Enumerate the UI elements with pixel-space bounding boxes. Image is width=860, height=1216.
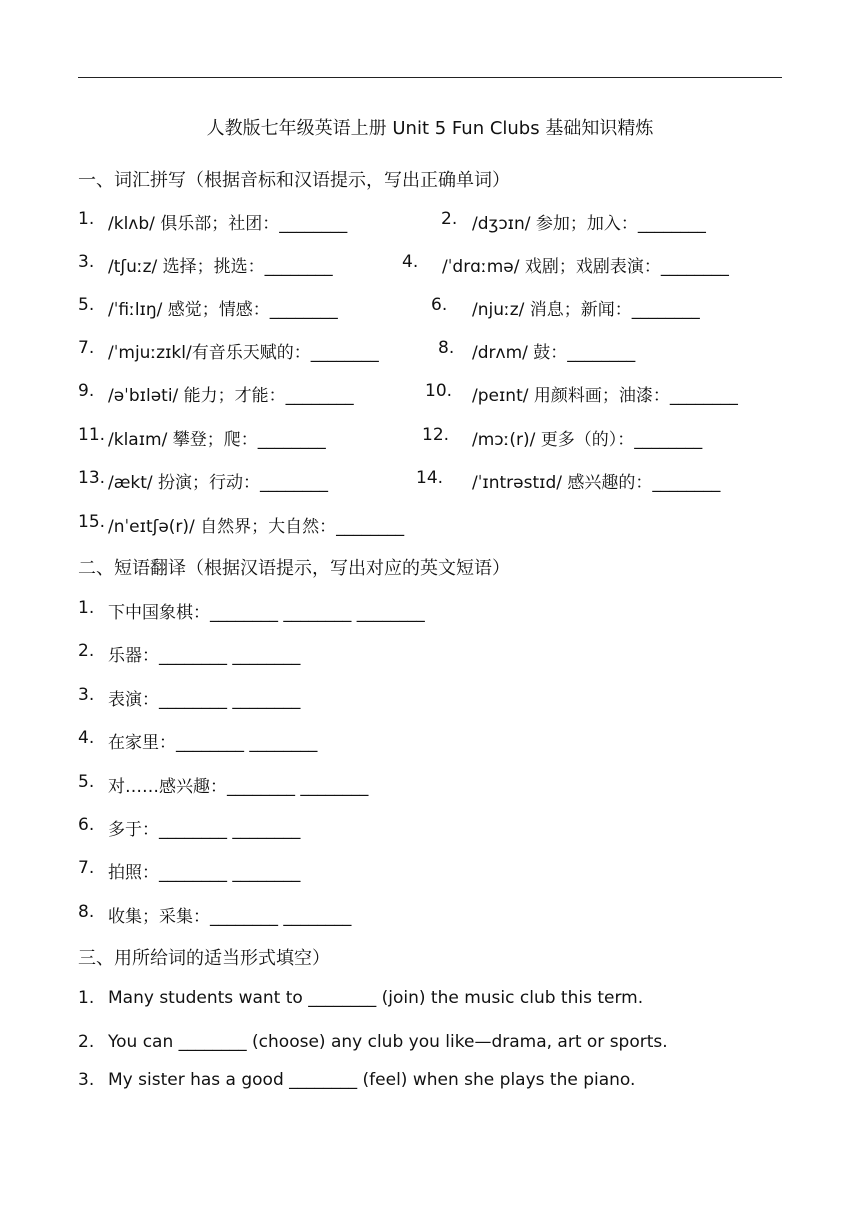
vocab-row-1 bbox=[0, 209, 860, 233]
vocab-item: /klaɪm/ 攀登；爬：________ bbox=[108, 430, 326, 450]
phrase-row-3 bbox=[0, 685, 860, 709]
item-number: 5. bbox=[78, 772, 95, 792]
section1-heading: 一、词汇拼写（根据音标和汉语提示，写出正确单词） bbox=[78, 170, 510, 191]
item-number: 3. bbox=[78, 1070, 95, 1090]
item-number: 8. bbox=[438, 338, 455, 358]
item-number: 1. bbox=[78, 988, 95, 1008]
item-number: 2. bbox=[441, 209, 458, 229]
phrase-item: 下中国象棋：________ ________ ________ bbox=[108, 603, 425, 623]
vocab-row-7 bbox=[0, 468, 860, 492]
vocab-item: /drʌm/ 鼓：________ bbox=[472, 343, 636, 363]
phrase-item: 对……感兴趣：________ ________ bbox=[108, 777, 369, 797]
vocab-row-2 bbox=[0, 252, 860, 276]
item-number: 1. bbox=[78, 598, 95, 618]
fill-row-3 bbox=[0, 1070, 860, 1094]
phrase-row-7 bbox=[0, 858, 860, 882]
vocab-row-8 bbox=[0, 512, 860, 536]
item-number: 10. bbox=[425, 381, 453, 401]
item-number: 1. bbox=[78, 209, 95, 229]
item-number: 6. bbox=[78, 815, 95, 835]
item-number: 14. bbox=[416, 468, 444, 488]
fill-sentence: My sister has a good ________ (feel) when she plays the piano. bbox=[108, 1070, 636, 1090]
item-number: 6. bbox=[431, 295, 448, 315]
item-number: 2. bbox=[78, 1032, 95, 1052]
phrase-item: 乐器：________ ________ bbox=[108, 646, 301, 666]
item-number: 15. bbox=[78, 512, 106, 532]
vocab-item: /dʒɔɪn/ 参加；加入：________ bbox=[472, 214, 706, 234]
vocab-row-5 bbox=[0, 381, 860, 405]
vocab-row-4 bbox=[0, 338, 860, 362]
vocab-item: /tʃuːz/ 选择；挑选：________ bbox=[108, 257, 333, 277]
phrase-item: 表演：________ ________ bbox=[108, 690, 301, 710]
vocab-row-6 bbox=[0, 425, 860, 449]
vocab-item: /ækt/ 扮演；行动：________ bbox=[108, 473, 329, 493]
vocab-item: /nˈeɪtʃə(r)/ 自然界；大自然：________ bbox=[108, 517, 405, 537]
vocab-item: /njuːz/ 消息；新闻：________ bbox=[472, 300, 700, 320]
vocab-item: /ˈdrɑːmə/ 戏剧；戏剧表演：________ bbox=[442, 257, 729, 277]
item-number: 7. bbox=[78, 858, 95, 878]
phrase-row-8 bbox=[0, 902, 860, 926]
vocab-item: /əˈbɪləti/ 能力；才能：________ bbox=[108, 386, 354, 406]
vocab-row-3 bbox=[0, 295, 860, 319]
item-number: 11. bbox=[78, 425, 106, 445]
header-rule bbox=[78, 77, 782, 78]
vocab-item: /mɔː(r)/ 更多（的）：________ bbox=[472, 430, 703, 450]
item-number: 12. bbox=[422, 425, 450, 445]
phrase-row-5 bbox=[0, 772, 860, 796]
item-number: 3. bbox=[78, 252, 95, 272]
item-number: 8. bbox=[78, 902, 95, 922]
page-title: 人教版七年级英语上册 Unit 5 Fun Clubs 基础知识精炼 bbox=[206, 118, 654, 139]
item-number: 7. bbox=[78, 338, 95, 358]
phrase-row-1 bbox=[0, 598, 860, 622]
phrase-item: 在家里：________ ________ bbox=[108, 733, 318, 753]
vocab-item: /peɪnt/ 用颜料画；油漆：________ bbox=[472, 386, 738, 406]
fill-row-1 bbox=[0, 988, 860, 1012]
phrase-row-4 bbox=[0, 728, 860, 752]
item-number: 9. bbox=[78, 381, 95, 401]
fill-sentence: Many students want to ________ (join) the music club this term. bbox=[108, 988, 644, 1008]
vocab-item: /ˈmjuːzɪkl/有音乐天赋的：________ bbox=[108, 343, 379, 363]
vocab-item: /ˈɪntrəstɪd/ 感兴趣的：________ bbox=[472, 473, 721, 493]
phrase-row-2 bbox=[0, 641, 860, 665]
phrase-row-6 bbox=[0, 815, 860, 839]
item-number: 4. bbox=[402, 252, 419, 272]
vocab-item: /ˈfiːlɪŋ/ 感觉；情感：________ bbox=[108, 300, 338, 320]
phrase-item: 拍照：________ ________ bbox=[108, 863, 301, 883]
item-number: 5. bbox=[78, 295, 95, 315]
item-number: 13. bbox=[78, 468, 106, 488]
item-number: 3. bbox=[78, 685, 95, 705]
vocab-item: /klʌb/ 俱乐部；社团：________ bbox=[108, 214, 348, 234]
item-number: 4. bbox=[78, 728, 95, 748]
item-number: 2. bbox=[78, 641, 95, 661]
fill-sentence: You can ________ (choose) any club you like—drama, art or sports. bbox=[108, 1032, 668, 1052]
section2-heading: 二、短语翻译（根据汉语提示，写出对应的英文短语） bbox=[78, 558, 510, 579]
phrase-item: 多于：________ ________ bbox=[108, 820, 301, 840]
section3-heading: 三、用所给词的适当形式填空） bbox=[78, 948, 330, 969]
fill-row-2 bbox=[0, 1032, 860, 1056]
phrase-item: 收集；采集：________ ________ bbox=[108, 907, 352, 927]
